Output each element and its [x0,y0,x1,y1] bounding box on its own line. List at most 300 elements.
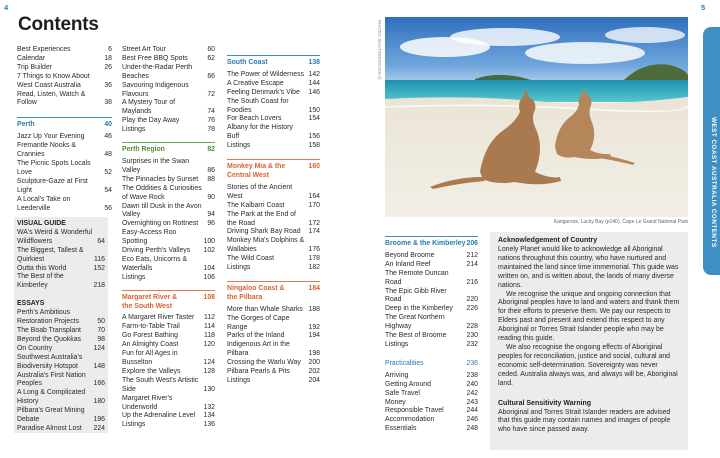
entry-title: The Oddities & Curiosities of Wave Rock [122,184,202,201]
entry-title: Listings [227,377,251,384]
entry-page-number: 124 [203,359,215,366]
entry-page-number: 96 [207,220,215,228]
entry-page-number: 202 [308,368,320,376]
entry-title: Margaret River's Underworld [122,394,173,411]
entry-page-number: 26 [104,63,112,71]
visual-guide-heading: VISUAL GUIDE [17,220,66,227]
entry-page-number: 196 [93,416,105,424]
contents-entry[interactable] [17,354,105,372]
entry-page-number: 188 [308,305,320,313]
contents-entry[interactable] [227,255,320,264]
entry-title: Albany for the History Buff [227,124,293,141]
contents-entry[interactable] [227,98,320,116]
entry-page-number: 182 [308,264,320,272]
contents-entry[interactable] [122,274,215,283]
contents-entry[interactable] [227,142,320,151]
entry-page-number: 18 [104,54,112,62]
contents-entry[interactable] [385,332,478,341]
entry-page-number: 144 [308,79,320,87]
contents-entry[interactable] [385,305,478,314]
contents-column-1 [17,46,112,213]
entry-page-number: 244 [466,407,478,415]
section-margaret-river [122,290,215,431]
contents-entry[interactable] [17,142,112,160]
entry-title: Fremantle Nooks & Crannies [17,142,76,159]
entry-title: Listings [227,142,251,150]
entry-page-number: 86 [207,166,215,174]
entry-title: Essentials [385,425,417,433]
entry-page-number: 74 [207,108,215,116]
contents-entry[interactable] [122,158,215,176]
entry-title: For Beach Lovers [227,115,282,123]
contents-entry[interactable] [17,309,105,327]
entry-page-number: 48 [104,151,112,159]
contents-entry[interactable] [17,327,105,336]
entry-page-number: 146 [308,88,320,96]
entry-title: 7 Things to Know About West Coast Australia [17,72,90,89]
entry-title: Perth's Ambitious Restoration Projects [17,309,80,326]
contents-entry[interactable] [17,389,105,407]
contents-entry[interactable] [17,196,112,214]
entry-title: Trip Builder [17,63,52,71]
entry-page-number: 216 [466,278,478,286]
entry-page-number: 180 [93,398,105,406]
contents-entry[interactable] [227,115,320,124]
contents-entry[interactable] [385,407,478,416]
section-entries [17,133,112,213]
contents-entry[interactable] [227,306,320,315]
entry-page-number: 50 [97,318,105,326]
section-ningaloo [227,281,320,386]
entry-title: The Epic Gibb River Road [385,287,447,304]
entry-page-number: 220 [466,296,478,304]
contents-entry[interactable] [17,336,105,345]
contents-entry[interactable] [17,229,105,247]
entry-page-number: 198 [308,350,320,358]
entry-title: Money [385,398,406,406]
entry-page-number: 56 [104,204,112,212]
entry-page-number: 120 [203,341,215,349]
contents-entry[interactable] [227,368,320,377]
contents-entry[interactable] [227,237,320,255]
entry-title: Arriving [385,371,409,379]
entry-title: Savouring Indigenous Flavours [122,81,189,98]
entry-title: Explore the Valleys [122,367,181,375]
entry-title: Best Experiences [17,46,71,53]
entry-title: A Margaret River Taster [122,314,195,322]
perth-continued-list [122,46,215,135]
entry-page-number: 228 [466,323,478,331]
section-heading[interactable]: Margaret River & the South West 108 [122,293,215,310]
entry-page-number: 66 [207,72,215,80]
contents-entry[interactable] [122,203,215,221]
entry-page-number: 178 [308,255,320,263]
acknowledgement-paragraph-1: Lonely Planet would like to acknowledge all Aboriginal nations throughout this country, who have nurtured and maintained the land since time immemorial. This guide was written on, and is written about, the lands of many diverse nations. [498,246,679,289]
entry-title: Accommodation [385,416,435,424]
entry-page-number: 72 [207,90,215,98]
section-practicalities [385,357,478,434]
essays-section [17,300,105,434]
contents-entry[interactable] [17,133,112,142]
entry-title: The South West's Artistic Side [122,376,199,393]
entry-title: An Inland Reef [385,260,431,268]
entry-title: Listings [227,264,251,272]
contents-entry[interactable] [122,229,215,247]
contents-entry[interactable] [17,178,112,196]
section-heading[interactable]: South Coast 138 [227,59,320,66]
entry-title: Southwest Australia's Biodiversity Hotspot [17,353,83,370]
contents-entry[interactable] [122,64,215,82]
entry-title: Stories of the Ancient West [227,183,293,200]
entry-page-number: 46 [104,133,112,141]
contents-entry[interactable] [122,99,215,117]
contents-entry[interactable] [17,273,105,291]
entry-page-number: 70 [97,326,105,334]
contents-entry[interactable] [122,421,215,430]
entry-title: The Picnic Spots Locals Love [17,159,91,176]
contents-entry[interactable] [17,372,105,390]
contents-entry[interactable] [17,160,112,178]
contents-entry[interactable] [122,314,215,323]
entry-page-number: 102 [203,247,215,255]
entry-title: Crossing the Warlu Way [227,359,301,367]
contents-entry[interactable] [227,202,320,211]
section-entries [385,372,478,434]
entry-title: WA's Weird & Wonderful Wildflowers [17,228,93,245]
entry-title: Safe Travel [385,389,420,397]
entry-title: A Mystery Tour of Maylands [122,99,176,116]
entry-page-number: 172 [308,219,320,227]
contents-entry[interactable] [227,211,320,229]
entry-page-number: 52 [104,168,112,176]
entry-title: Farm-to-Table Trail [122,323,180,331]
contents-entry[interactable] [122,82,215,100]
photo-caption: Kangaroos, Lucky Bay (p140), Cape Le Grand National Park [553,219,688,225]
contents-entry[interactable] [385,372,478,381]
entry-title: The South Coast for Foodies [227,97,289,114]
section-broome [385,236,478,350]
entry-title: Feeling Denmark's Vibe [227,88,300,96]
entry-page-number: 118 [204,332,215,340]
entry-title: On Country [17,344,53,352]
entry-title: Parks of the Inland [227,332,285,340]
contents-entry[interactable] [385,261,478,270]
entry-title: More than Whale Sharks [227,305,303,313]
entry-title: Surprises in the Swan Valley [122,157,190,174]
entry-page-number: 114 [204,323,215,331]
entry-page-number: 212 [466,251,478,259]
contents-entry[interactable] [122,350,215,368]
entry-page-number: 106 [203,273,215,281]
entry-title: Dawn till Dusk in the Avon Valley [122,202,202,219]
entry-page-number: 164 [308,192,320,200]
contents-entry[interactable] [17,407,105,425]
entry-title: The Boab Transplant [17,326,81,334]
contents-entry[interactable] [227,264,320,273]
entry-title: Monkey Mia's Dolphins & Wallabies [227,237,305,254]
contents-entry[interactable] [385,425,478,434]
contents-entry[interactable] [17,265,105,274]
contents-entry[interactable] [227,332,320,341]
contents-entry[interactable] [122,46,215,55]
contents-column-2 [122,46,215,430]
entry-page-number: 54 [104,186,112,194]
contents-entry[interactable] [122,256,215,274]
contents-entry[interactable] [17,247,105,265]
entry-page-number: 132 [203,403,215,411]
entry-page-number: 248 [466,425,478,433]
contents-entry[interactable] [385,288,478,306]
page-number-right: 5 [701,3,706,12]
entry-page-number: 200 [308,359,320,367]
section-heading[interactable]: Broome & the Kimberley 206 [385,240,478,247]
entry-title: Getting Around [385,380,431,388]
entry-title: Driving Perth's Valleys [122,247,191,255]
contents-entry[interactable] [122,323,215,332]
section-heading[interactable]: Ningaloo Coast & the Pilbara 184 [227,284,320,301]
entry-page-number: 204 [308,377,320,384]
entry-title: The Power of Wilderness [227,70,304,78]
entry-title: Eco Eats, Unicorns & Waterfalls [122,255,188,272]
entry-title: Play the Day Away [122,117,180,125]
contents-entry[interactable] [385,341,478,350]
entry-page-number: 76 [207,117,215,125]
contents-entry[interactable] [227,359,320,368]
contents-entry[interactable] [385,252,478,261]
contents-entry[interactable] [122,185,215,203]
contents-column-3 [227,46,320,386]
entry-page-number: 170 [308,201,320,209]
entry-page-number: 64 [97,237,105,245]
entry-title: An Almighty Coast [122,341,179,349]
visual-guide-box [14,217,108,433]
kangaroo-photo [385,17,688,217]
section-heading[interactable]: Practicalities 236 [385,359,478,367]
entry-page-number: 176 [308,246,320,254]
entry-title: Responsible Travel [385,407,444,415]
entry-title: The Remote Duncan Road [385,269,449,286]
entry-page-number: 174 [308,228,320,236]
entry-page-number: 226 [466,305,478,313]
entry-page-number: 100 [203,238,215,246]
contents-entry[interactable] [385,416,478,425]
entry-page-number: 90 [207,193,215,201]
entry-page-number: 150 [308,106,320,114]
contents-entry[interactable] [227,80,320,89]
entry-page-number: 246 [466,416,478,424]
entry-title: Listings [122,421,146,429]
entry-title: Sculpture-Gaze at First Light [17,177,88,194]
contents-entry[interactable] [385,399,478,408]
entry-page-number: 224 [93,424,105,432]
contents-entry[interactable] [122,176,215,185]
section-entries [385,252,478,350]
entry-page-number: 192 [308,323,320,331]
entry-page-number: 134 [203,412,215,420]
entry-title: A Long & Complicated History [17,389,86,406]
contents-entry[interactable] [122,368,215,377]
contents-entry[interactable] [122,220,215,229]
visual-guide-entries [17,229,105,291]
entry-page-number: 136 [203,421,215,429]
contents-entry[interactable] [227,315,320,333]
entry-title: A Creative Escape [227,79,284,87]
acknowledgement-paragraph-3: We also recognise the ongoing effects of Aboriginal peoples for reconciliation, justice and social, cultural and economic self-determination. Sovereignty was never ceded. Australia always was, and always will be, Aboriginal land. [498,343,678,387]
entry-title: Pilbara Pearls & Pits [227,368,290,376]
contents-entry[interactable] [227,377,320,386]
entry-page-number: 232 [466,340,478,348]
contents-entry[interactable] [227,71,320,80]
contents-entry[interactable] [17,91,112,109]
entry-title: Beyond Broome [385,251,435,259]
entry-title: Deep in the Kimberley [385,305,453,313]
entry-page-number: 124 [93,344,105,352]
entry-title: Easy-Access Roo Spotting [122,229,177,246]
visual-guide-section [17,220,105,291]
contents-entry[interactable] [122,377,215,395]
entry-title: Best Free BBQ Spots [122,54,188,62]
entry-page-number: 156 [308,133,320,141]
entry-title: Driving Shark Bay Road [227,228,301,236]
entry-page-number: 94 [207,211,215,219]
entry-page-number: 36 [104,81,112,89]
entry-page-number: 152 [93,264,105,272]
page-number-left: 4 [4,3,9,12]
contents-entry[interactable] [227,89,320,98]
section-entries [227,184,320,273]
section-monkey-mia [227,159,320,273]
kangaroo-photo-illustration [385,17,688,217]
contents-entry[interactable] [122,117,215,126]
entry-page-number: 130 [203,385,215,393]
contents-entry[interactable] [17,55,112,64]
entry-title: Listings [385,340,409,348]
contents-entry[interactable] [227,124,320,142]
section-heading[interactable]: Perth Region 82 [122,146,215,154]
entry-page-number: 6 [108,46,112,53]
contents-entry[interactable] [122,341,215,350]
entry-title: A Local's Take on Leederville [17,195,71,212]
contents-entry[interactable] [122,395,215,413]
entry-page-number: 158 [308,142,320,150]
entry-page-number: 128 [203,367,215,375]
section-heading[interactable]: Perth 40 [17,121,112,129]
entry-page-number: 243 [466,398,478,406]
entry-page-number: 116 [94,255,105,263]
entry-page-number: 166 [93,380,105,388]
contents-entry[interactable] [122,332,215,341]
section-perth [17,117,112,213]
entry-title: The Gorges of Cape Range [227,314,290,331]
contents-entry[interactable] [385,314,478,332]
entry-title: The Biggest, Tallest & Quirkiest [17,246,84,263]
photo-credit: PHOTO: SHUTTERSTOCK © [377,20,382,80]
entry-title: Indigenous Art in the Pilbara [227,341,290,358]
entry-title: Australia's First Nation Peoples [17,371,86,388]
section-tab[interactable]: WEST COAST AUSTRALIA CONTENTS [703,27,720,275]
acknowledgement-box [490,232,688,450]
entry-page-number: 104 [203,264,215,272]
essays-entries [17,309,105,434]
entry-page-number: 194 [308,332,320,340]
contents-entry[interactable] [17,345,105,354]
entry-page-number: 238 [466,371,478,379]
contents-entry[interactable] [122,126,215,135]
entry-title: Up the Adrenaline Level [122,412,196,420]
acknowledgement-paragraph-2: We recognise the unique and ongoing connection that Aboriginal peoples have to land and waters and thank them for their efforts to preserve them. We pay our respects to Elders past and present and extend this respect to any Aboriginal or Torres Strait Islander people who may be reading this guide. [498,290,680,343]
section-entries [227,71,320,151]
entry-title: Go Forest Bathing [122,332,178,340]
entry-title: Street Art Tour [122,46,166,53]
entry-title: The Best of the Kimberley [17,273,64,290]
section-entries [227,306,320,386]
entry-title: Outta this World [17,264,67,272]
entry-title: Under-the-Radar Perth Beaches [122,63,193,80]
contents-entry[interactable] [122,55,215,64]
entry-page-number: 62 [207,54,215,62]
section-perth-region [122,142,215,283]
contents-entry[interactable] [122,247,215,256]
entry-title: The Pinnacles by Sunset [122,175,199,183]
entry-title: The Great Northern Highway [385,314,445,331]
contents-entry[interactable] [17,64,112,73]
entry-page-number: 60 [207,46,215,53]
contents-entry[interactable] [385,381,478,390]
contents-entry[interactable] [227,184,320,202]
contents-entry[interactable] [122,412,215,421]
entry-title: Pilbara's Great Mining Debate [17,407,85,424]
entry-page-number: 218 [93,282,105,290]
entry-title: Jazz Up Your Evening [17,133,85,141]
contents-entry[interactable] [17,46,112,55]
entry-title: Beyond the Quokkas [17,335,81,343]
entry-page-number: 242 [466,389,478,397]
acknowledgement-heading: Acknowledgement of Country [498,237,598,244]
contents-entry[interactable] [385,390,478,399]
entry-title: The Best of Broome [385,332,447,340]
front-matter-list [17,46,112,108]
entry-title: Fun for All Ages in Busselton [122,350,178,366]
section-entries [122,314,215,430]
entry-title: The Kalbarri Coast [227,201,285,209]
entry-title: The Wild Coast [227,255,275,263]
entry-page-number: 142 [308,70,320,78]
entry-page-number: 78 [207,126,215,134]
entry-page-number: 214 [466,260,478,268]
entry-page-number: 38 [104,99,112,107]
entry-title: Paradise Almost Lost [17,424,82,432]
contents-entry[interactable] [17,425,105,434]
entry-page-number: 112 [204,314,215,322]
entry-page-number: 98 [97,335,105,343]
entry-page-number: 148 [93,362,105,370]
sensitivity-paragraph: Aboriginal and Torres Strait Islander readers are advised that this guide may contain names and images of people who have since passed away. [498,408,671,434]
entry-title: Listings [122,126,146,134]
entry-page-number: 88 [207,175,215,183]
contents-entry[interactable] [17,73,112,91]
contents-column-4 [385,236,478,434]
contents-entry[interactable] [227,228,320,237]
contents-entry[interactable] [227,341,320,359]
entry-page-number: 240 [466,380,478,388]
essays-heading: ESSAYS [17,300,45,308]
section-south-coast [227,55,320,151]
section-entries [122,158,215,283]
entry-title: The Park at the End of the Road [227,210,296,227]
contents-entry[interactable] [385,270,478,288]
section-heading[interactable]: Monkey Mia & the Central West 160 [227,163,320,179]
entry-page-number: 230 [466,332,478,340]
